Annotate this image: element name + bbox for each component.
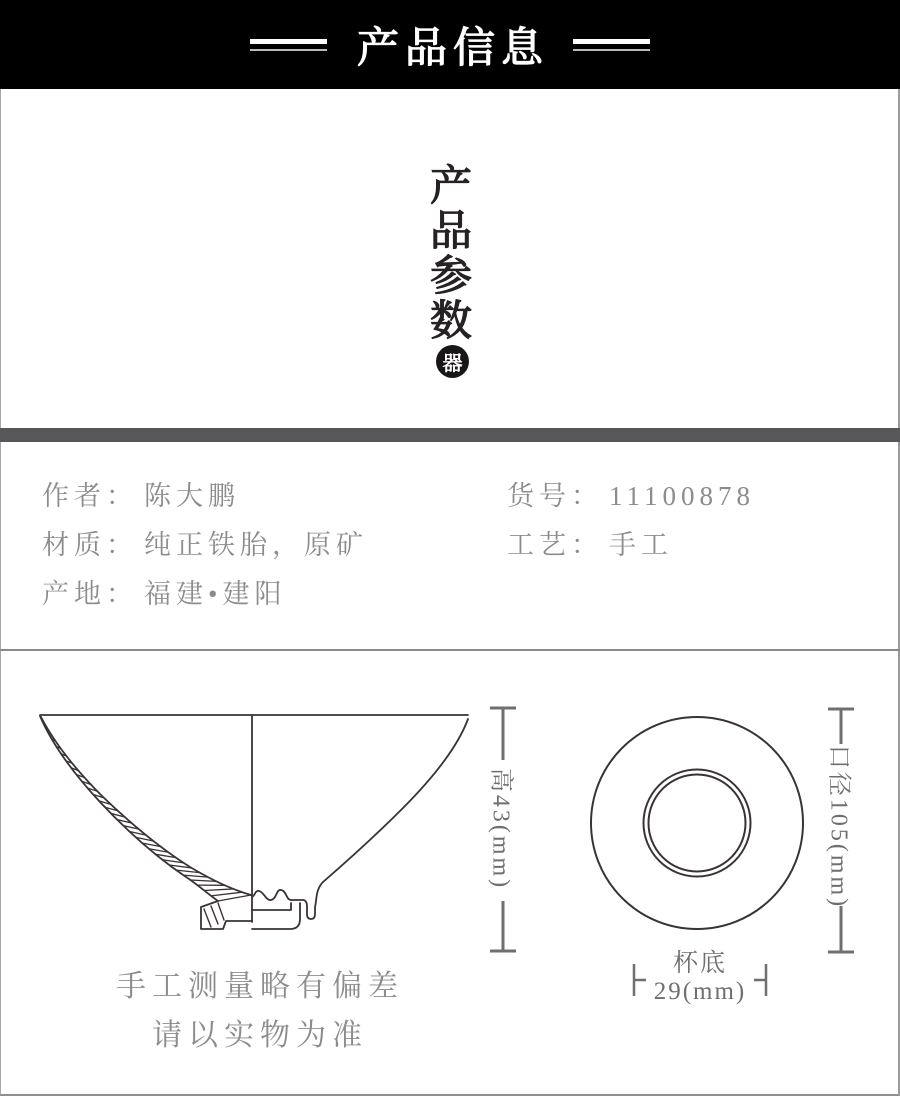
measurement-note-line1: 手工测量略有偏差 [116, 970, 404, 1003]
detail-item-number-value: 11100878 [609, 481, 755, 511]
detail-origin-label: 产地： [42, 579, 138, 609]
detail-author-label: 作者： [42, 481, 138, 511]
page-title: 产品信息 [356, 25, 549, 72]
base-label-name: 杯底 [672, 950, 727, 977]
detail-material [42, 529, 368, 561]
cup-foot-hatch [204, 903, 224, 927]
inner-ring-inner-circle [649, 775, 746, 872]
base-label-value: 29(mm) [653, 978, 747, 1005]
seal-stamp: 器 [436, 345, 469, 378]
section-divider-line [0, 649, 900, 651]
cup-top-view-drawing [588, 714, 806, 932]
cup-wall-hatching [44, 724, 251, 901]
base-dimension-label [630, 950, 770, 1006]
height-dimension-label: 高43(mm) [487, 767, 514, 891]
outer-rim-circle [591, 717, 803, 929]
cup-inner-wall-left [41, 717, 251, 895]
detail-material-label: 材质： [42, 530, 138, 560]
cup-cross-section-drawing [28, 700, 473, 940]
measurement-note [95, 962, 425, 1060]
detail-author-value: 陈大鹏 [144, 481, 240, 511]
measurement-note-line2: 请以实物为准 [152, 1019, 368, 1052]
cup-foot-left [201, 901, 252, 929]
detail-item-number-label: 货号： [507, 481, 603, 511]
detail-origin [42, 578, 286, 610]
cup-outline-right [252, 719, 468, 919]
detail-origin-value: 福建•建阳 [144, 579, 287, 609]
detail-craft-label: 工艺： [507, 530, 603, 560]
section-title-vertical: 产品参数 [424, 163, 470, 343]
detail-item-number [507, 480, 755, 512]
detail-craft-value: 手工 [609, 530, 673, 560]
detail-author [42, 480, 240, 512]
cup-foot-right [252, 903, 300, 929]
detail-craft [507, 529, 673, 561]
decorative-double-line-left [250, 39, 327, 51]
cup-outer-wall-left [40, 716, 218, 901]
detail-material-value: 纯正铁胎，原矿 [144, 530, 368, 560]
diameter-dimension-label: 口径105(mm) [825, 744, 852, 910]
page-header [0, 0, 900, 89]
decorative-double-line-right [573, 39, 650, 51]
inner-ring-outer-circle [644, 770, 751, 877]
divider-bar [0, 428, 900, 442]
